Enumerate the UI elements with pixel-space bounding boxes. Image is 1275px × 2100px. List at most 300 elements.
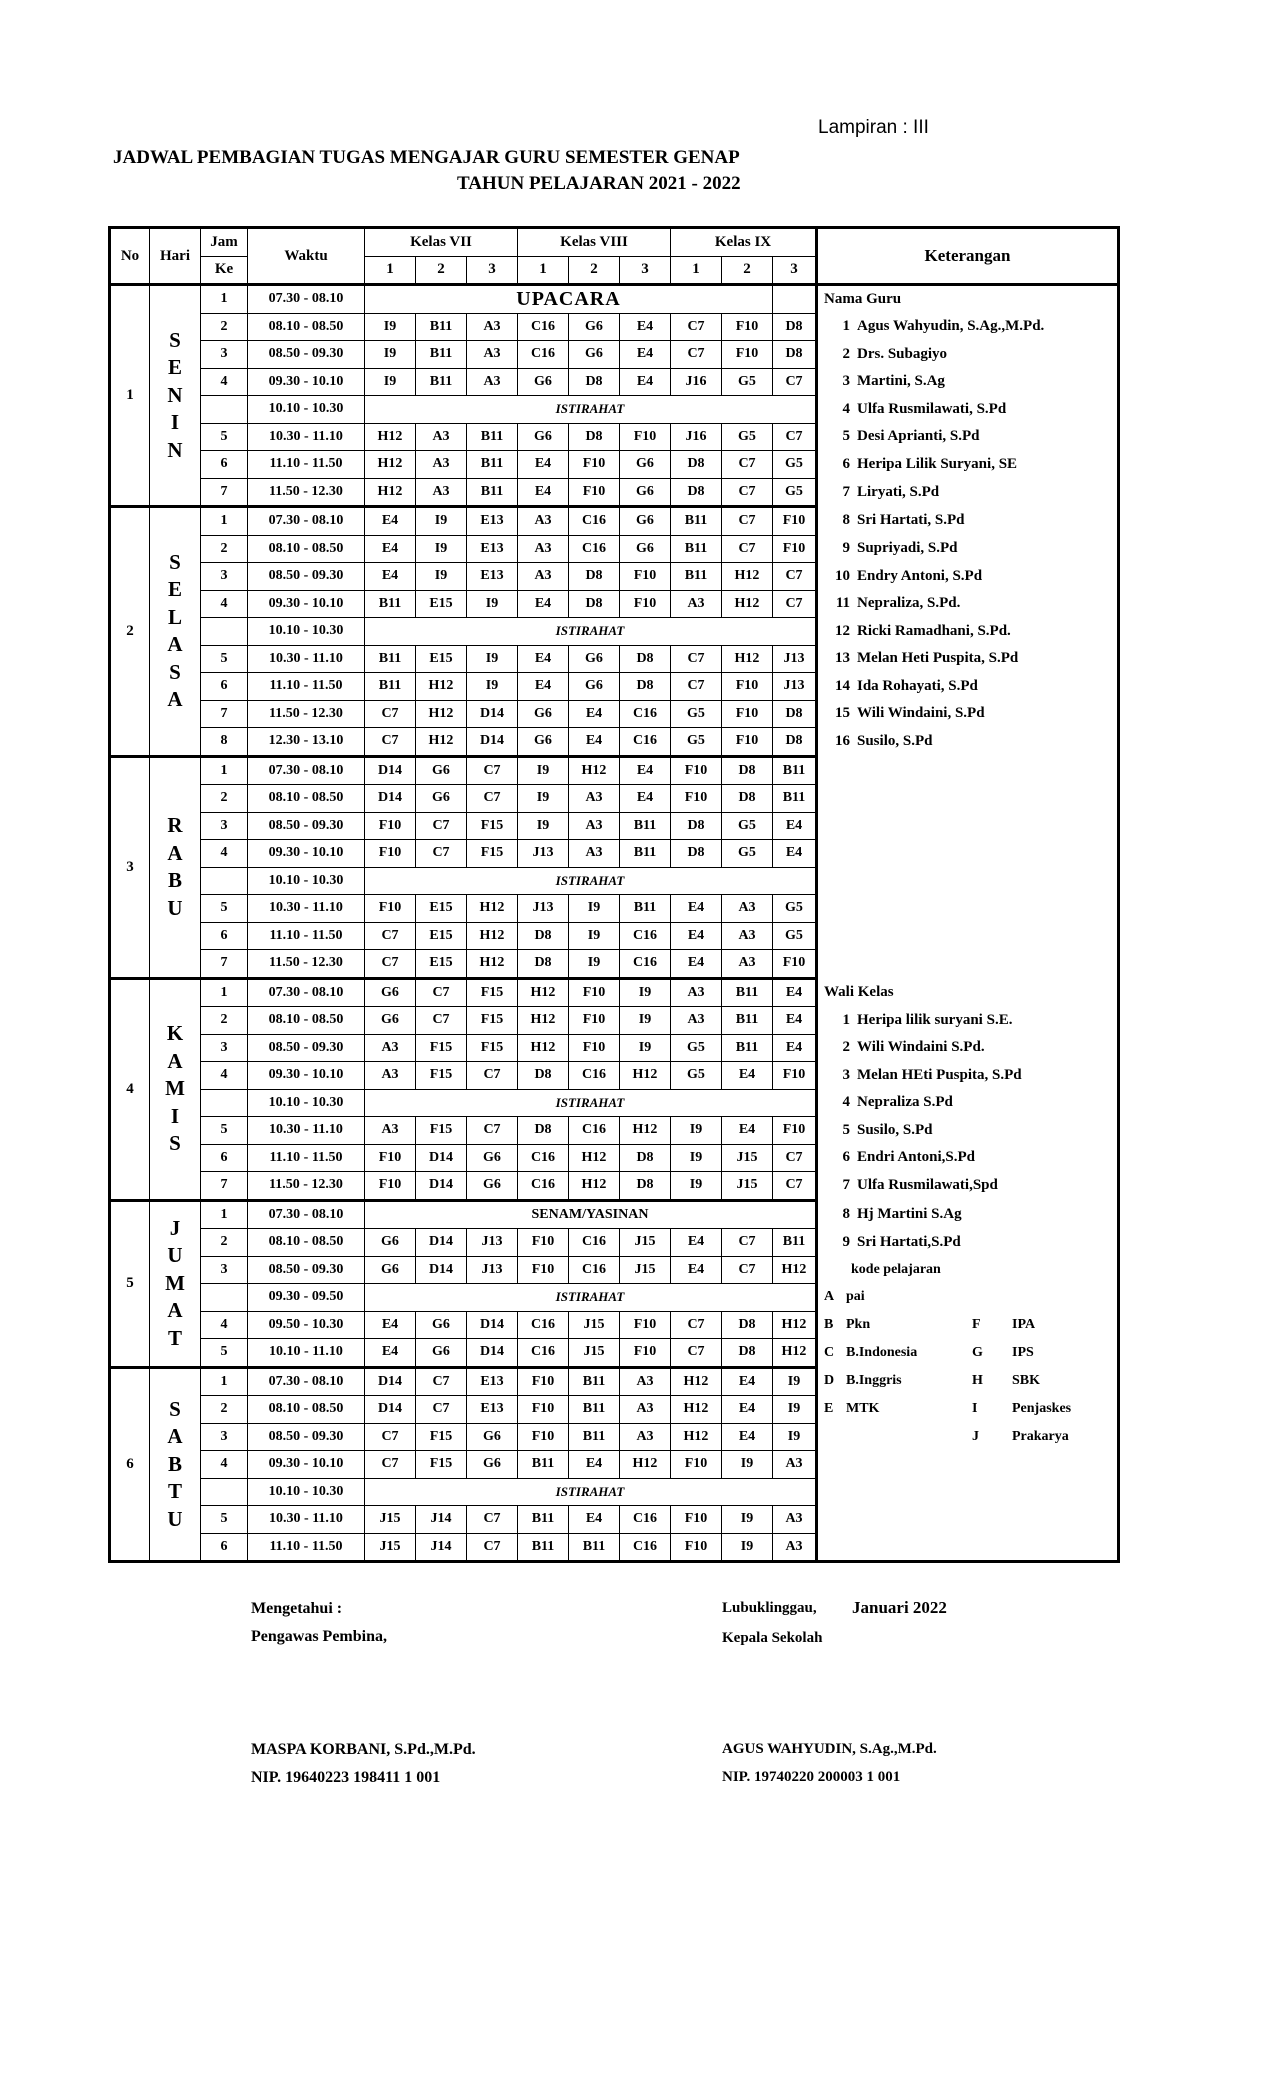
class-cell: D8 bbox=[518, 1117, 569, 1145]
class-cell: I9 bbox=[620, 978, 671, 1007]
class-cell: C7 bbox=[773, 423, 817, 451]
class-cell: B11 bbox=[773, 785, 817, 813]
class-cell: I9 bbox=[416, 507, 467, 536]
class-cell: E4 bbox=[722, 1062, 773, 1090]
class-cell: E4 bbox=[722, 1367, 773, 1396]
class-cell: E4 bbox=[722, 1396, 773, 1424]
class-cell: E4 bbox=[671, 922, 722, 950]
subject-code-row bbox=[824, 1317, 1117, 1333]
day-letter: K bbox=[166, 1021, 184, 1046]
class-cell: G6 bbox=[569, 341, 620, 369]
class-cell: G5 bbox=[722, 812, 773, 840]
class-cell: H12 bbox=[773, 1256, 817, 1284]
waktu-cell: 10.30 - 11.10 bbox=[248, 1117, 365, 1145]
jam-ke bbox=[201, 618, 248, 646]
class-cell: F10 bbox=[569, 451, 620, 479]
entry-name: Melan HEti Puspita, S.Pd bbox=[857, 1066, 1022, 1083]
class-cell: B11 bbox=[518, 1533, 569, 1562]
class-cell: F10 bbox=[365, 1172, 416, 1201]
class-cell: E4 bbox=[365, 563, 416, 591]
class-cell: F10 bbox=[620, 423, 671, 451]
class-cell: A3 bbox=[416, 423, 467, 451]
class-cell: G5 bbox=[671, 1034, 722, 1062]
waktu-cell: 10.10 - 10.30 bbox=[248, 867, 365, 895]
keterangan-cell bbox=[817, 867, 1119, 895]
class-cell: A3 bbox=[773, 1451, 817, 1479]
table-row bbox=[110, 1256, 1119, 1284]
jam-ke: 5 bbox=[201, 1506, 248, 1534]
jam-ke: 6 bbox=[201, 673, 248, 701]
header-kelas-vii: Kelas VII bbox=[365, 228, 518, 257]
table-row bbox=[110, 785, 1119, 813]
class-cell: H12 bbox=[722, 563, 773, 591]
entry-number: 13 bbox=[835, 650, 850, 667]
class-cell: G6 bbox=[518, 368, 569, 396]
table-row bbox=[110, 535, 1119, 563]
jam-ke bbox=[201, 396, 248, 424]
keterangan-entry bbox=[824, 512, 1117, 529]
class-cell: A3 bbox=[365, 1034, 416, 1062]
jam-ke: 4 bbox=[201, 840, 248, 868]
class-cell: G5 bbox=[722, 423, 773, 451]
class-cell: B11 bbox=[671, 563, 722, 591]
class-cell: G6 bbox=[416, 785, 467, 813]
day-letter: T bbox=[167, 1325, 182, 1350]
jam-ke: 3 bbox=[201, 812, 248, 840]
class-cell: G6 bbox=[416, 756, 467, 785]
class-cell: D8 bbox=[722, 1311, 773, 1339]
class-cell: E4 bbox=[620, 368, 671, 396]
class-cell bbox=[773, 285, 817, 314]
jam-ke: 1 bbox=[201, 1200, 248, 1229]
entry-name: Liryati, S.Pd bbox=[857, 483, 940, 500]
keterangan-cell bbox=[817, 895, 1119, 923]
class-cell: C16 bbox=[569, 1229, 620, 1257]
waktu-cell: 09.30 - 10.10 bbox=[248, 368, 365, 396]
class-cell: D8 bbox=[773, 700, 817, 728]
jam-ke: 6 bbox=[201, 922, 248, 950]
class-cell: A3 bbox=[518, 535, 569, 563]
class-cell: G6 bbox=[518, 728, 569, 757]
keterangan-cell bbox=[817, 840, 1119, 868]
keterangan-cell bbox=[817, 478, 1119, 507]
class-cell: F15 bbox=[467, 1007, 518, 1035]
table-row bbox=[110, 1089, 1119, 1117]
keterangan-cell bbox=[817, 341, 1119, 369]
keterangan-cell bbox=[817, 1423, 1119, 1451]
class-cell: A3 bbox=[620, 1423, 671, 1451]
class-cell: I9 bbox=[671, 1117, 722, 1145]
class-cell: A3 bbox=[722, 895, 773, 923]
class-cell: H12 bbox=[671, 1396, 722, 1424]
entry-name: Agus Wahyudin, S.Ag.,M.Pd. bbox=[857, 318, 1045, 335]
entry-number: 15 bbox=[835, 705, 850, 722]
class-cell: A3 bbox=[416, 478, 467, 507]
class-cell: G6 bbox=[365, 978, 416, 1007]
entry-name: Ricki Ramadhani, S.Pd. bbox=[857, 622, 1011, 639]
waktu-cell: 08.10 - 08.50 bbox=[248, 785, 365, 813]
class-cell: C16 bbox=[620, 1506, 671, 1534]
class-cell: H12 bbox=[620, 1451, 671, 1479]
class-cell: J13 bbox=[467, 1256, 518, 1284]
subject-name: Penjaskes bbox=[1012, 1401, 1072, 1417]
class-cell: C7 bbox=[365, 1451, 416, 1479]
class-cell: I9 bbox=[365, 368, 416, 396]
entry-name: Desi Aprianti, S.Pd bbox=[857, 428, 980, 445]
keterangan-entry bbox=[824, 318, 1117, 335]
jam-ke: 5 bbox=[201, 1117, 248, 1145]
class-cell: F10 bbox=[722, 313, 773, 341]
keterangan-cell bbox=[817, 1200, 1119, 1229]
subject-code: G bbox=[972, 1344, 983, 1360]
header-sub-6: 3 bbox=[620, 256, 671, 285]
schedule-table bbox=[108, 226, 1120, 1563]
class-cell: E4 bbox=[620, 785, 671, 813]
header-sub-8: 2 bbox=[722, 256, 773, 285]
waktu-cell: 09.30 - 10.10 bbox=[248, 1062, 365, 1090]
keterangan-entry bbox=[824, 1067, 1117, 1084]
entry-name: Nepraliza, S.Pd. bbox=[857, 595, 961, 612]
table-row bbox=[110, 451, 1119, 479]
entry-number: 7 bbox=[842, 483, 850, 500]
keterangan-cell bbox=[817, 728, 1119, 757]
keterangan-entry bbox=[824, 1122, 1117, 1139]
entry-number: 3 bbox=[842, 373, 850, 390]
waktu-cell: 07.30 - 08.10 bbox=[248, 978, 365, 1007]
class-cell: C7 bbox=[467, 1062, 518, 1090]
class-cell: F10 bbox=[773, 950, 817, 979]
class-cell: D8 bbox=[518, 950, 569, 979]
jam-ke: 7 bbox=[201, 478, 248, 507]
class-cell: G6 bbox=[416, 1339, 467, 1368]
class-cell: E13 bbox=[467, 1367, 518, 1396]
waktu-cell: 11.50 - 12.30 bbox=[248, 700, 365, 728]
jam-ke: 2 bbox=[201, 1229, 248, 1257]
entry-name: Sri Hartati,S.Pd bbox=[857, 1233, 961, 1250]
entry-name: Sri Hartati, S.Pd bbox=[857, 512, 965, 529]
jam-ke: 2 bbox=[201, 313, 248, 341]
class-cell: E4 bbox=[773, 1007, 817, 1035]
class-cell: D8 bbox=[620, 1172, 671, 1201]
table-row bbox=[110, 867, 1119, 895]
class-cell: E4 bbox=[365, 1339, 416, 1368]
header-jam: Jam bbox=[201, 228, 248, 257]
class-cell: B11 bbox=[773, 1229, 817, 1257]
entry-name: Wili Windaini S.Pd. bbox=[857, 1039, 985, 1056]
table-row bbox=[110, 1062, 1119, 1090]
class-cell: F10 bbox=[722, 673, 773, 701]
class-cell: B11 bbox=[467, 451, 518, 479]
day-letter: S bbox=[169, 549, 181, 574]
class-cell: H12 bbox=[365, 451, 416, 479]
class-cell: G5 bbox=[773, 478, 817, 507]
class-cell: I9 bbox=[467, 590, 518, 618]
class-cell: F10 bbox=[620, 1339, 671, 1368]
class-cell: D14 bbox=[467, 728, 518, 757]
class-cell: F10 bbox=[722, 341, 773, 369]
keterangan-entry bbox=[824, 401, 1117, 418]
class-cell: C7 bbox=[416, 978, 467, 1007]
waktu-cell: 09.30 - 10.10 bbox=[248, 840, 365, 868]
class-cell: H12 bbox=[518, 978, 569, 1007]
class-cell: I9 bbox=[365, 341, 416, 369]
class-cell: J13 bbox=[518, 840, 569, 868]
class-cell: G5 bbox=[722, 840, 773, 868]
subject-code: C bbox=[824, 1344, 835, 1360]
table-row bbox=[110, 1117, 1119, 1145]
subject-name: MTK bbox=[846, 1401, 880, 1417]
keterangan-cell bbox=[817, 451, 1119, 479]
keterangan-heading: Wali Kelas bbox=[824, 983, 894, 1000]
header-sub-7: 1 bbox=[671, 256, 722, 285]
class-cell: H12 bbox=[416, 700, 467, 728]
class-cell: H12 bbox=[569, 1172, 620, 1201]
day-letter: U bbox=[167, 1506, 183, 1531]
subject-code: E bbox=[824, 1401, 834, 1417]
class-cell: E4 bbox=[569, 728, 620, 757]
class-cell: E4 bbox=[365, 507, 416, 536]
class-cell: C7 bbox=[671, 341, 722, 369]
jam-ke bbox=[201, 1284, 248, 1312]
subject-name: IPS bbox=[1012, 1344, 1034, 1360]
class-cell: A3 bbox=[518, 563, 569, 591]
header-keterangan: Keterangan bbox=[817, 228, 1119, 285]
keterangan-cell bbox=[817, 313, 1119, 341]
class-cell: F10 bbox=[569, 1007, 620, 1035]
class-cell: F10 bbox=[518, 1367, 569, 1396]
keterangan-cell bbox=[817, 590, 1119, 618]
table-row bbox=[110, 563, 1119, 591]
jam-ke: 3 bbox=[201, 1034, 248, 1062]
class-cell: G6 bbox=[467, 1144, 518, 1172]
day-letter: S bbox=[169, 327, 181, 352]
table-row bbox=[110, 922, 1119, 950]
class-cell: D8 bbox=[671, 812, 722, 840]
class-cell: H12 bbox=[569, 1144, 620, 1172]
class-cell: J16 bbox=[671, 368, 722, 396]
subject-code: H bbox=[972, 1373, 983, 1389]
class-cell: D14 bbox=[416, 1144, 467, 1172]
entry-number: 16 bbox=[835, 733, 850, 750]
day-letter: U bbox=[167, 1243, 183, 1268]
waktu-cell: 08.50 - 09.30 bbox=[248, 563, 365, 591]
class-cell: C16 bbox=[620, 922, 671, 950]
jam-ke: 2 bbox=[201, 785, 248, 813]
jam-ke: 7 bbox=[201, 950, 248, 979]
jam-ke: 4 bbox=[201, 590, 248, 618]
class-cell: I9 bbox=[467, 673, 518, 701]
class-cell: F10 bbox=[773, 1062, 817, 1090]
class-cell: E4 bbox=[518, 478, 569, 507]
keterangan-entry bbox=[824, 1094, 1117, 1111]
class-cell: C7 bbox=[671, 313, 722, 341]
day-letter: B bbox=[167, 868, 182, 892]
table-row bbox=[110, 1533, 1119, 1562]
class-cell: F10 bbox=[773, 1117, 817, 1145]
class-cell: F10 bbox=[518, 1396, 569, 1424]
table-row bbox=[110, 895, 1119, 923]
subject-name: SBK bbox=[1012, 1373, 1041, 1389]
istirahat-cell: ISTIRAHAT bbox=[365, 396, 817, 424]
day-letter: B bbox=[167, 1451, 182, 1476]
class-cell: E15 bbox=[416, 895, 467, 923]
class-cell: F10 bbox=[620, 563, 671, 591]
day-letter: A bbox=[167, 1298, 183, 1323]
class-cell: C7 bbox=[416, 812, 467, 840]
class-cell: A3 bbox=[569, 840, 620, 868]
class-cell: I9 bbox=[773, 1396, 817, 1424]
day-name bbox=[150, 1200, 201, 1367]
class-cell: C7 bbox=[722, 478, 773, 507]
sig-right-label2: Kepala Sekolah bbox=[722, 1630, 823, 1646]
keterangan-entry bbox=[824, 346, 1117, 363]
keterangan-cell bbox=[817, 1062, 1119, 1090]
header-kelas-ix: Kelas IX bbox=[671, 228, 817, 257]
header-sub-5: 2 bbox=[569, 256, 620, 285]
day-letter: I bbox=[170, 1103, 180, 1128]
keterangan-entry bbox=[824, 1234, 1117, 1251]
subject-code: J bbox=[972, 1428, 979, 1444]
entry-number: 9 bbox=[842, 1233, 850, 1250]
day-letter: S bbox=[169, 659, 181, 684]
istirahat-cell: ISTIRAHAT bbox=[365, 1089, 817, 1117]
keterangan-cell bbox=[817, 1034, 1119, 1062]
class-cell: E15 bbox=[416, 950, 467, 979]
waktu-cell: 08.50 - 09.30 bbox=[248, 1034, 365, 1062]
class-cell: D8 bbox=[773, 728, 817, 757]
entry-name: Ulfa Rusmilawati,Spd bbox=[857, 1177, 998, 1194]
class-cell: D8 bbox=[722, 1339, 773, 1368]
class-cell: B11 bbox=[365, 645, 416, 673]
class-cell: C7 bbox=[416, 1367, 467, 1396]
waktu-cell: 08.50 - 09.30 bbox=[248, 1423, 365, 1451]
jam-ke: 5 bbox=[201, 1339, 248, 1368]
class-cell: H12 bbox=[773, 1339, 817, 1368]
class-cell: D14 bbox=[416, 1172, 467, 1201]
waktu-cell: 10.10 - 10.30 bbox=[248, 396, 365, 424]
jam-ke: 4 bbox=[201, 1311, 248, 1339]
day-letter: E bbox=[167, 577, 182, 602]
class-cell: I9 bbox=[569, 922, 620, 950]
class-cell: B11 bbox=[671, 535, 722, 563]
class-cell: G6 bbox=[620, 478, 671, 507]
day-number: 2 bbox=[110, 507, 150, 757]
class-cell: I9 bbox=[773, 1423, 817, 1451]
table-row bbox=[110, 1284, 1119, 1312]
keterangan-cell bbox=[817, 1172, 1119, 1201]
class-cell: D8 bbox=[518, 1062, 569, 1090]
class-cell: I9 bbox=[416, 535, 467, 563]
class-cell: G5 bbox=[722, 368, 773, 396]
class-cell: H12 bbox=[671, 1367, 722, 1396]
class-cell: E4 bbox=[365, 535, 416, 563]
waktu-cell: 10.10 - 11.10 bbox=[248, 1339, 365, 1368]
class-cell: B11 bbox=[671, 507, 722, 536]
class-cell: E4 bbox=[620, 341, 671, 369]
class-cell: H12 bbox=[722, 645, 773, 673]
sig-left-label1: Mengetahui : bbox=[251, 1600, 343, 1617]
day-letter: A bbox=[167, 1048, 183, 1073]
table-row bbox=[110, 1172, 1119, 1201]
class-cell: A3 bbox=[722, 950, 773, 979]
class-cell: C16 bbox=[569, 535, 620, 563]
class-cell: D8 bbox=[671, 478, 722, 507]
class-cell: G6 bbox=[518, 700, 569, 728]
sig-left-name: MASPA KORBANI, S.Pd.,M.Pd. bbox=[251, 1741, 476, 1758]
class-cell: C16 bbox=[518, 1339, 569, 1368]
jam-ke: 4 bbox=[201, 368, 248, 396]
class-cell: F10 bbox=[365, 812, 416, 840]
class-cell: C7 bbox=[416, 840, 467, 868]
jam-ke: 5 bbox=[201, 895, 248, 923]
entry-name: Ulfa Rusmilawati, S.Pd bbox=[857, 400, 1007, 417]
class-cell: D8 bbox=[671, 451, 722, 479]
day-letter: L bbox=[167, 604, 182, 629]
jam-ke: 4 bbox=[201, 1451, 248, 1479]
waktu-cell: 09.30 - 09.50 bbox=[248, 1284, 365, 1312]
day-letter: S bbox=[169, 1396, 181, 1421]
entry-number: 2 bbox=[842, 1039, 850, 1056]
class-cell: C7 bbox=[671, 1311, 722, 1339]
class-cell: E13 bbox=[467, 507, 518, 536]
class-cell: H12 bbox=[671, 1423, 722, 1451]
keterangan-cell bbox=[817, 1533, 1119, 1562]
class-cell: J15 bbox=[722, 1144, 773, 1172]
keterangan-entry bbox=[824, 428, 1117, 445]
class-cell: F15 bbox=[416, 1034, 467, 1062]
table-row bbox=[110, 812, 1119, 840]
class-cell: D14 bbox=[416, 1229, 467, 1257]
class-cell: E15 bbox=[416, 590, 467, 618]
day-number: 1 bbox=[110, 285, 150, 507]
class-cell: F10 bbox=[569, 478, 620, 507]
class-cell: F10 bbox=[569, 1034, 620, 1062]
class-cell: G6 bbox=[518, 423, 569, 451]
day-name bbox=[150, 978, 201, 1200]
class-cell: A3 bbox=[722, 922, 773, 950]
waktu-cell: 09.30 - 10.10 bbox=[248, 1451, 365, 1479]
keterangan-entry bbox=[824, 1206, 1117, 1223]
class-cell: D8 bbox=[722, 756, 773, 785]
entry-name: Ida Rohayati, S.Pd bbox=[857, 677, 978, 694]
day-letter: A bbox=[167, 687, 183, 712]
class-cell: D14 bbox=[365, 785, 416, 813]
subject-code-row bbox=[824, 1289, 1117, 1305]
keterangan-cell bbox=[817, 285, 1119, 314]
kode-pelajaran-label: kode pelajaran bbox=[851, 1262, 941, 1278]
class-cell: E4 bbox=[569, 1506, 620, 1534]
subject-code-row bbox=[824, 1401, 1117, 1417]
entry-number: 3 bbox=[842, 1066, 850, 1083]
class-cell: F10 bbox=[365, 895, 416, 923]
entry-number: 9 bbox=[842, 540, 850, 557]
keterangan-cell bbox=[817, 1478, 1119, 1506]
header-sub-9: 3 bbox=[773, 256, 817, 285]
keterangan-cell bbox=[817, 396, 1119, 424]
table-row bbox=[110, 1423, 1119, 1451]
class-cell: D14 bbox=[365, 1367, 416, 1396]
keterangan-cell bbox=[817, 1396, 1119, 1424]
table-row bbox=[110, 756, 1119, 785]
subject-name: B.Inggris bbox=[846, 1373, 902, 1389]
jam-ke: 7 bbox=[201, 700, 248, 728]
entry-number: 4 bbox=[842, 400, 850, 417]
class-cell: A3 bbox=[467, 341, 518, 369]
class-cell: F15 bbox=[467, 840, 518, 868]
waktu-cell: 10.10 - 10.30 bbox=[248, 618, 365, 646]
class-cell: I9 bbox=[365, 313, 416, 341]
waktu-cell: 10.30 - 11.10 bbox=[248, 1506, 365, 1534]
